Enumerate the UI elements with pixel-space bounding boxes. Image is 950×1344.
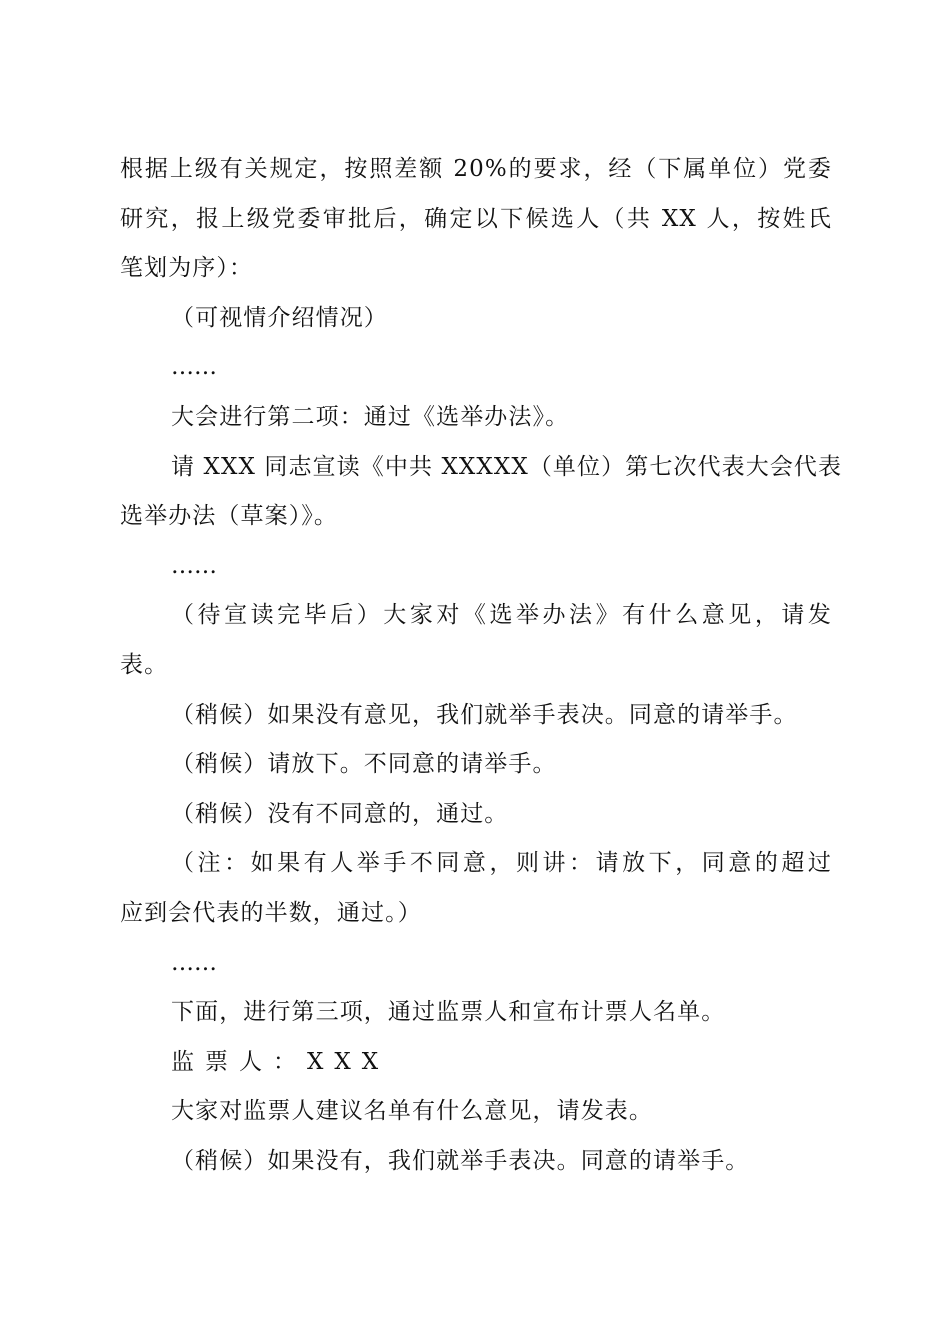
ellipsis-line: ……	[171, 354, 217, 381]
paragraph-line: （稍候）没有不同意的，通过。	[171, 800, 509, 827]
paragraph-line: 选举办法（草案）》。	[120, 503, 338, 530]
paragraph-line: 笔划为序）：	[120, 255, 254, 282]
paragraph-line: 大家对监票人建议名单有什么意见，请发表。	[171, 1098, 653, 1125]
ellipsis-line: ……	[171, 552, 217, 579]
paragraph-line: （稍候）如果没有，我们就举手表决。同意的请举手。	[171, 1147, 750, 1174]
paragraph-line: 根据上级有关规定，按照差额 20%的要求，经（下属单位）党委	[120, 156, 832, 182]
paragraph-line: 表。	[120, 651, 169, 678]
document-body	[120, 145, 843, 1186]
scrutineer-line: 监票人：XXX	[171, 1048, 390, 1075]
paragraph-line: 研究，报上级党委审批后，确定以下候选人（共 XX 人，按姓氏	[120, 205, 832, 232]
ellipsis-line: ……	[171, 949, 217, 976]
paragraph-line: （待宣读完毕后）大家对《选举办法》有什么意见，请发	[171, 602, 832, 629]
paragraph-line: 下面，进行第三项，通过监票人和宣布计票人名单。	[171, 999, 726, 1026]
paragraph-line: 请 XXX 同志宣读《中共 XXXXX（单位）第七次代表大会代表	[171, 453, 843, 480]
note-line: （注：如果有人举手不同意，则讲：请放下，同意的超过	[171, 850, 832, 877]
paragraph-line: （可视情介绍情况）	[171, 304, 388, 331]
paragraph-line: 大会进行第二项：通过《选举办法》。	[171, 403, 570, 430]
paragraph-line: （稍候）请放下。不同意的请举手。	[171, 751, 557, 778]
note-line: 应到会代表的半数，通过。）	[120, 899, 422, 926]
paragraph-line: （稍候）如果没有意见，我们就举手表决。同意的请举手。	[171, 701, 798, 728]
